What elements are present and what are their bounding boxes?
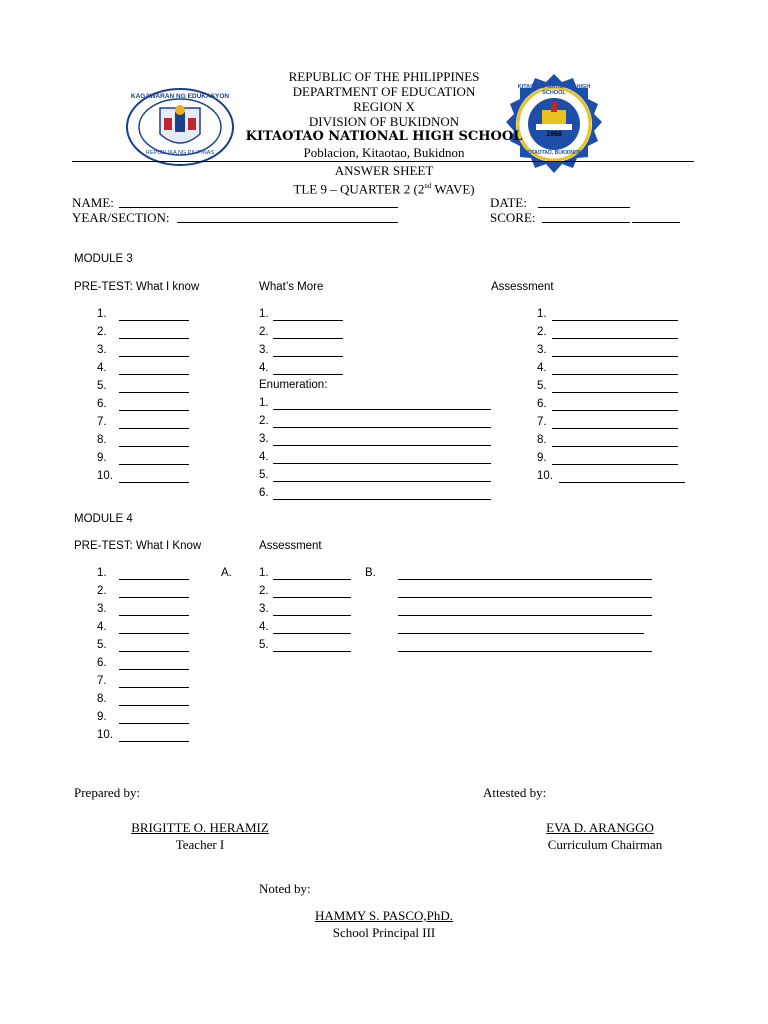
enumeration-heading: Enumeration:: [259, 379, 328, 391]
m3-pretest-answer-blank[interactable]: [119, 472, 189, 483]
m3-pretest-item-3: [97, 344, 189, 357]
m3-whats-more-item-number: 3.: [259, 344, 269, 356]
m3-assessment-answer-blank[interactable]: [552, 400, 678, 411]
school-founding-year: 1968: [546, 131, 562, 138]
m3-enumeration-answer-blank[interactable]: [273, 453, 491, 464]
m3-pretest-item-number: 7.: [97, 416, 107, 428]
m3-pretest-answer-blank[interactable]: [119, 310, 189, 321]
m3-assessment-item-number: 5.: [537, 380, 547, 392]
m3-pretest-item-10: [97, 470, 189, 483]
m4-part-a-item-number: 4.: [259, 621, 269, 633]
score-label: SCORE:: [490, 210, 536, 225]
teacher-title: Teacher I: [175, 837, 225, 852]
m4-part-a-item-1: [259, 567, 351, 580]
m3-pretest-item-number: 2.: [97, 326, 107, 338]
m3-pretest-item-1: [97, 308, 189, 321]
m4-part-a-item-number: 1.: [259, 567, 269, 579]
m4-pretest-item-number: 2.: [97, 585, 107, 597]
score-field[interactable]: [542, 222, 630, 223]
module4-part-b-label: B.: [365, 567, 376, 579]
date-label: DATE:: [490, 195, 527, 210]
m3-assessment-item-number: 10.: [537, 470, 553, 482]
m3-enumeration-answer-blank[interactable]: [273, 399, 491, 410]
m4-pretest-item-1: [97, 567, 189, 580]
m3-assessment-answer-blank[interactable]: [559, 472, 685, 483]
module3-title: MODULE 3: [74, 253, 133, 265]
m3-enumeration-item-5: [259, 469, 491, 482]
m3-pretest-item-number: 3.: [97, 344, 107, 356]
name-label: NAME:: [72, 195, 114, 210]
m3-pretest-item-7: [97, 416, 189, 429]
m4-pretest-item-7: [97, 675, 189, 688]
school-bottom-text: KITAOTAO, BUKIDNON: [526, 150, 582, 156]
m3-enumeration-item-4: [259, 451, 491, 464]
m3-pretest-answer-blank[interactable]: [119, 364, 189, 375]
module4-pretest-heading: PRE-TEST: What I Know: [74, 540, 202, 552]
date-field[interactable]: [538, 207, 630, 208]
m3-enumeration-answer-blank[interactable]: [273, 489, 491, 500]
header-divider: [72, 161, 694, 162]
name-field[interactable]: [119, 207, 398, 208]
m3-assessment-item-number: 3.: [537, 344, 547, 356]
m3-assessment-item-8: [537, 434, 678, 447]
m3-pretest-item-9: [97, 452, 189, 465]
m4-pretest-answer-blank[interactable]: [119, 605, 189, 616]
noted-by-label: Noted by:: [259, 881, 311, 896]
m3-assessment-answer-blank[interactable]: [552, 418, 678, 429]
m4-pretest-answer-blank[interactable]: [119, 623, 189, 634]
m3-enumeration-answer-blank[interactable]: [273, 417, 491, 428]
m3-pretest-item-number: 1.: [97, 308, 107, 320]
m4-pretest-answer-blank[interactable]: [119, 641, 189, 652]
m3-pretest-answer-blank[interactable]: [119, 382, 189, 393]
m3-pretest-item-number: 5.: [97, 380, 107, 392]
m3-enumeration-item-2: [259, 415, 491, 428]
m3-enumeration-item-number: 3.: [259, 433, 269, 445]
m3-whats-more-answer-blank[interactable]: [273, 364, 343, 375]
m3-enumeration-item-number: 6.: [259, 487, 269, 499]
m3-whats-more-item-3: [259, 344, 343, 357]
m4-pretest-answer-blank[interactable]: [119, 695, 189, 706]
m3-assessment-item-7: [537, 416, 678, 429]
school-address: Poblacion, Kitaotao, Bukidnon: [303, 145, 465, 160]
m4-pretest-item-5: [97, 639, 189, 652]
m4-pretest-answer-blank[interactable]: [119, 569, 189, 580]
m3-whats-more-answer-blank[interactable]: [273, 346, 343, 357]
m4-pretest-answer-blank[interactable]: [119, 677, 189, 688]
m3-assessment-item-6: [537, 398, 678, 411]
m3-whats-more-item-number: 1.: [259, 308, 269, 320]
module4-part-a-label: A.: [221, 567, 232, 579]
m3-pretest-item-4: [97, 362, 189, 375]
answer-sheet-title: ANSWER SHEET: [334, 163, 434, 178]
year-section-label: YEAR/SECTION:: [72, 210, 170, 225]
m3-assessment-item-4: [537, 362, 678, 375]
m4-pretest-answer-blank[interactable]: [119, 731, 189, 742]
m4-part-b-answer-blank[interactable]: [398, 579, 652, 580]
m4-part-a-item-2: [259, 585, 351, 598]
m3-whats-more-answer-blank[interactable]: [273, 328, 343, 339]
m4-pretest-item-number: 8.: [97, 693, 107, 705]
module3-pretest-heading: PRE-TEST: What I know: [74, 281, 200, 293]
teacher-name: BRIGITTE O. HERAMIZ: [131, 820, 269, 835]
m3-assessment-item-10: [537, 470, 685, 483]
m3-assessment-item-2: [537, 326, 678, 339]
m4-pretest-item-number: 4.: [97, 621, 107, 633]
m3-assessment-item-number: 8.: [537, 434, 547, 446]
m4-pretest-item-number: 6.: [97, 657, 107, 669]
m4-pretest-item-number: 7.: [97, 675, 107, 687]
m4-pretest-item-number: 1.: [97, 567, 107, 579]
m3-enumeration-answer-blank[interactable]: [273, 471, 491, 482]
m4-pretest-item-4: [97, 621, 189, 634]
m4-pretest-item-3: [97, 603, 189, 616]
year-section-field[interactable]: [177, 222, 398, 223]
m4-part-a-item-number: 3.: [259, 603, 269, 615]
m3-whats-more-answer-blank[interactable]: [273, 310, 343, 321]
m3-assessment-answer-blank[interactable]: [552, 310, 678, 321]
m3-pretest-item-8: [97, 434, 189, 447]
m4-part-a-answer-blank[interactable]: [273, 641, 351, 652]
m3-pretest-item-number: 8.: [97, 434, 107, 446]
m4-pretest-answer-blank[interactable]: [119, 587, 189, 598]
m4-pretest-item-6: [97, 657, 189, 670]
m3-enumeration-item-number: 4.: [259, 451, 269, 463]
m3-assessment-answer-blank[interactable]: [552, 454, 678, 465]
m3-pretest-answer-blank[interactable]: [119, 400, 189, 411]
m3-assessment-item-number: 1.: [537, 308, 547, 320]
m4-part-a-answer-blank[interactable]: [273, 569, 351, 580]
m3-pretest-item-number: 4.: [97, 362, 107, 374]
prepared-by-label: Prepared by:: [74, 785, 141, 800]
chair-title: Curriculum Chairman: [547, 837, 663, 852]
module3-whats-more-heading: What’s More: [259, 281, 324, 293]
m4-pretest-item-number: 9.: [97, 711, 107, 723]
attested-by-label: Attested by:: [483, 785, 547, 800]
m4-pretest-item-9: [97, 711, 189, 724]
m3-pretest-item-number: 10.: [97, 470, 113, 482]
m4-part-b-answer-blank[interactable]: [398, 651, 652, 652]
m4-pretest-item-8: [97, 693, 189, 706]
m3-whats-more-item-2: [259, 326, 343, 339]
m3-assessment-item-number: 4.: [537, 362, 547, 374]
m4-pretest-answer-blank[interactable]: [119, 659, 189, 670]
m4-part-a-item-4: [259, 621, 351, 634]
m4-pretest-item-number: 10.: [97, 729, 113, 741]
m3-assessment-answer-blank[interactable]: [552, 328, 678, 339]
m3-pretest-item-6: [97, 398, 189, 411]
m3-assessment-answer-blank[interactable]: [552, 382, 678, 393]
m3-enumeration-item-number: 5.: [259, 469, 269, 481]
m3-whats-more-item-number: 4.: [259, 362, 269, 374]
m3-assessment-answer-blank[interactable]: [552, 364, 678, 375]
principal-title: School Principal III: [332, 925, 436, 940]
school-name: KITAOTAO NATIONAL HIGH SCHOOL: [245, 129, 523, 144]
m4-part-a-answer-blank[interactable]: [273, 587, 351, 598]
principal-name: HAMMY S. PASCO,PhD.: [314, 908, 454, 923]
m3-pretest-item-number: 9.: [97, 452, 107, 464]
m3-pretest-answer-blank[interactable]: [119, 328, 189, 339]
m3-pretest-item-number: 6.: [97, 398, 107, 410]
m3-pretest-answer-blank[interactable]: [119, 436, 189, 447]
score-total-field[interactable]: [632, 222, 680, 223]
m3-assessment-item-9: [537, 452, 678, 465]
m3-enumeration-answer-blank[interactable]: [273, 435, 491, 446]
m3-enumeration-item-number: 2.: [259, 415, 269, 427]
m3-whats-more-item-number: 2.: [259, 326, 269, 338]
m3-whats-more-item-4: [259, 362, 343, 375]
header-department: DEPARTMENT OF EDUCATION: [292, 84, 476, 99]
m3-pretest-answer-blank[interactable]: [119, 454, 189, 465]
m4-pretest-answer-blank[interactable]: [119, 713, 189, 724]
header-republic: REPUBLIC OF THE PHILIPPINES: [288, 69, 480, 84]
m4-part-b-answer-blank[interactable]: [398, 615, 652, 616]
m4-pretest-item-10: [97, 729, 189, 742]
subject-quarter-title: TLE 9 – QUARTER 2 (2nd WAVE): [293, 181, 475, 197]
m3-pretest-item-5: [97, 380, 189, 393]
m4-part-a-item-5: [259, 639, 351, 652]
m4-part-b-answer-blank[interactable]: [398, 597, 652, 598]
m4-part-a-item-number: 5.: [259, 639, 269, 651]
m4-pretest-item-number: 5.: [97, 639, 107, 651]
m3-assessment-item-number: 6.: [537, 398, 547, 410]
m3-assessment-item-number: 2.: [537, 326, 547, 338]
module4-title: MODULE 4: [74, 513, 133, 525]
deped-ring-text: KAGAWARAN NG EDUKASYON: [130, 93, 230, 100]
m3-pretest-item-2: [97, 326, 189, 339]
m4-part-a-answer-blank[interactable]: [273, 605, 351, 616]
m4-part-a-answer-blank[interactable]: [273, 623, 351, 634]
m4-pretest-item-2: [97, 585, 189, 598]
module4-assessment-heading: Assessment: [259, 540, 322, 552]
m3-assessment-item-number: 7.: [537, 416, 547, 428]
m3-assessment-answer-blank[interactable]: [552, 346, 678, 357]
m4-part-a-item-3: [259, 603, 351, 616]
module3-assessment-heading: Assessment: [491, 281, 554, 293]
m3-assessment-item-1: [537, 308, 678, 321]
m3-assessment-item-5: [537, 380, 678, 393]
m3-enumeration-item-1: [259, 397, 491, 410]
m3-assessment-item-number: 9.: [537, 452, 547, 464]
m3-whats-more-item-1: [259, 308, 343, 321]
m4-part-b-answer-blank[interactable]: [398, 633, 644, 634]
m3-pretest-answer-blank[interactable]: [119, 418, 189, 429]
m3-enumeration-item-6: [259, 487, 491, 500]
m3-enumeration-item-3: [259, 433, 491, 446]
m4-part-a-item-number: 2.: [259, 585, 269, 597]
m3-assessment-item-3: [537, 344, 678, 357]
deped-bottom-text: REPUBLIKA NG PILIPINAS: [145, 150, 215, 156]
m3-enumeration-item-number: 1.: [259, 397, 269, 409]
header-division: DIVISION OF BUKIDNON: [308, 114, 460, 129]
m4-pretest-item-number: 3.: [97, 603, 107, 615]
m3-pretest-answer-blank[interactable]: [119, 346, 189, 357]
header-region: REGION X: [353, 99, 415, 114]
school-ring-text: KITAOTAO NATIONAL HIGH SCHOOL: [517, 84, 591, 96]
m3-assessment-answer-blank[interactable]: [552, 436, 678, 447]
chair-name: EVA D. ARANGGO: [546, 820, 654, 835]
